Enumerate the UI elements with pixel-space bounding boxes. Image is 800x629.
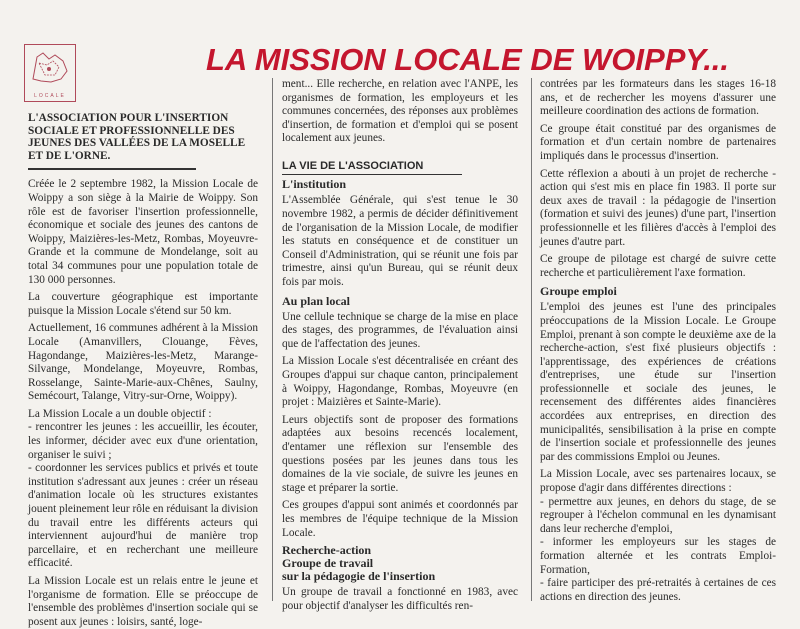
subheading-groupe-emploi: Groupe emploi xyxy=(540,284,617,299)
paragraph: - faire participer des pré-retraités à certaines de ces actions en direction des jeunes. xyxy=(540,577,776,603)
section-underline xyxy=(282,174,462,176)
column-divider xyxy=(272,78,273,601)
paragraph: Actuellement, 16 communes adhérent à la Mission Locale (Amanvillers, Clouange, Fèves, Hagondange, Maizières-les-Metz, Marange-Silvange, Mondelange, Moyeuvre, Rombas, Rosselange, Sainte-Marie-aux-Chênes, Saulny, Semécourt, Talange, Vitry-sur-Orne, Woippy). xyxy=(28,322,258,403)
paragraph: La couverture géographique est importante puisque la Mission Locale s'étend sur 50 km. xyxy=(28,291,258,317)
paragraph: Une cellule technique se charge de la mise en place des stages, des programmes, de l'évaluation ainsi que de l'affectation des jeunes. xyxy=(282,310,518,350)
paragraph: ment... Elle recherche, en relation avec l'ANPE, les organismes de formation, les employeurs et les communes concernées, des réponses aux problèmes d'insertion, de formation et d'emploi qui se posent localement aux jeunes. xyxy=(282,78,518,145)
paragraph: Ces groupes d'appui sont animés et coordonnés par les membres de l'équipe technique de la Mission Locale. xyxy=(282,499,518,539)
paragraph: Un groupe de travail a fonctionné en 1983, avec pour objectif d'analyser les difficultés ren- xyxy=(282,586,518,612)
paragraph: Cette réflexion a abouti à un projet de recherche - action qui s'est mis en place fin 1983. Il porte sur deux axes de travail : la pédagogie de l'insertion (formation et suivi des jeunes) d'une part, l'insertion professionnelle et les filières d'accès à l'emploi des jeunes d'autre part. xyxy=(540,167,776,248)
paragraph: - coordonner les services publics et privés et toute institution s'adressant aux jeunes : créer un réseau d'animation locale où les structures existantes jouent pleinement leur rôle en réduisant la division du travail entre les différents acteurs qui interviennent aujourd'hui de manière trop parcellaire, et en recherchant une meilleure efficacité. xyxy=(28,462,258,570)
column-1 xyxy=(28,112,258,628)
page-title: LA MISSION LOCALE DE WOIPPY... xyxy=(206,42,730,77)
paragraph: L'emploi des jeunes est l'une des principales préoccupations de la Mission Locale. Le Groupe Emploi, prenant à son compte le deuxième axe de la recherche-action, s'est fixé plusieurs objectifs : l'apprentissage, des expériences de créations d'entreprises, une étude sur l'insertion professionnelle et sociale des jeunes, le recensement des différentes aides financières accordées aux entreprises, en direction des municipalités, sensibilisation à la prise en compte de l'insertion sociale et professionnelle des jeunes par des commissions Emploi ou Jeunes. xyxy=(540,301,776,463)
subheading-line: sur la pédagogie de l'insertion xyxy=(282,569,436,584)
paragraph: La Mission Locale, avec ses partenaires locaux, se propose d'agir dans différentes directions : xyxy=(540,468,776,495)
paragraph: Ce groupe de pilotage est chargé de suivre cette recherche et particulièrement l'axe formation. xyxy=(540,253,776,279)
column-divider xyxy=(531,78,532,601)
paragraph: L'Assemblée Générale, qui s'est tenue le 30 novembre 1982, a permis de décider définitivement de l'organisation de la Mission Locale, de modifier les statuts en conséquence et de constituer un Conseil d'Administration, qui se réunit une fois par trimestre, ainsi qu'un Bureau, qui se réunit deux fois par mois. xyxy=(282,194,518,289)
paragraph: La Mission Locale a un double objectif : xyxy=(28,407,212,420)
column-3 xyxy=(540,78,776,601)
paragraph: Leurs objectifs sont de proposer des formations adaptées aux besoins recencés localement, d'entamer une réflexion sur l'ensemble des questions posées par les jeunes dans tous les domaines de la vie sociale, de suivre les jeunes en stage et préparer la sortie. xyxy=(282,413,518,494)
section-title: LA VIE DE L'ASSOCIATION xyxy=(282,159,424,172)
subheading-institution: L'institution xyxy=(282,177,347,192)
paragraph: - rencontrer les jeunes : les accueillir, les écouter, les informer, décider avec eux d'une orientation, organiser le suivi ; xyxy=(28,421,258,461)
paragraph: Créée le 2 septembre 1982, la Mission Locale de Woippy a son siège à la Mairie de Woippy. Son rôle est de favoriser l'insertion professionnelle, économique et sociale des jeunes des cantons de Woippy, Maizières-les-Metz, Rombas, Moyeuvre-Grande et la commune de Mondelange, soit au total 34 communes pour une population totale de 130 000 personnes. xyxy=(28,178,258,286)
paragraph: - informer les employeurs sur les stages de formation alternée et les contrats Emploi-Formation, xyxy=(540,536,776,576)
paragraph: - permettre aux jeunes, en dehors du stage, de se regrouper à l'échelon communal en les dynamisant dans leur recherche d'emploi, xyxy=(540,495,776,535)
paragraph: Ce groupe était constitué par des organismes de formation et d'un certain nombre de partenaires impliqués dans le processus d'insertion. xyxy=(540,122,776,162)
paragraph: La Mission Locale s'est décentralisée en créant des Groupes d'appui sur chaque canton, principalement à Woippy, Hagondange, Rombas, Moyeuvre (en projet : Maizières et Sainte-Marie). xyxy=(282,355,518,409)
subheading-plan-local: Au plan local xyxy=(282,293,351,308)
mission-locale-logo xyxy=(24,44,76,102)
column-2 xyxy=(282,78,518,612)
paragraph: La Mission Locale est un relais entre le jeune et l'organisme de formation. Elle se préoccupe de l'ensemble des problèmes d'insertion sociale qui se posent aux jeunes : loisirs, santé, loge- xyxy=(28,575,258,628)
subheading-line: Recherche-action xyxy=(282,543,372,558)
subheading-recherche-action xyxy=(282,544,518,583)
paragraph: contrées par les formateurs dans les stages 16-18 ans, et de rechercher les moyens d'assurer une meilleure coordination des actions de formation. xyxy=(540,78,776,118)
logo-caption: LOCALE xyxy=(34,93,66,99)
map-emblem-icon xyxy=(29,49,71,85)
intro-underline xyxy=(28,168,196,170)
subheading-line: Groupe de travail xyxy=(282,556,374,571)
intro-heading: L'ASSOCIATION POUR L'INSERTION SOCIALE ET PROFESSIONNELLE DES JEUNES DES VALLÉES DE LA MOSELLE ET DE L'ORNE. xyxy=(28,112,246,162)
